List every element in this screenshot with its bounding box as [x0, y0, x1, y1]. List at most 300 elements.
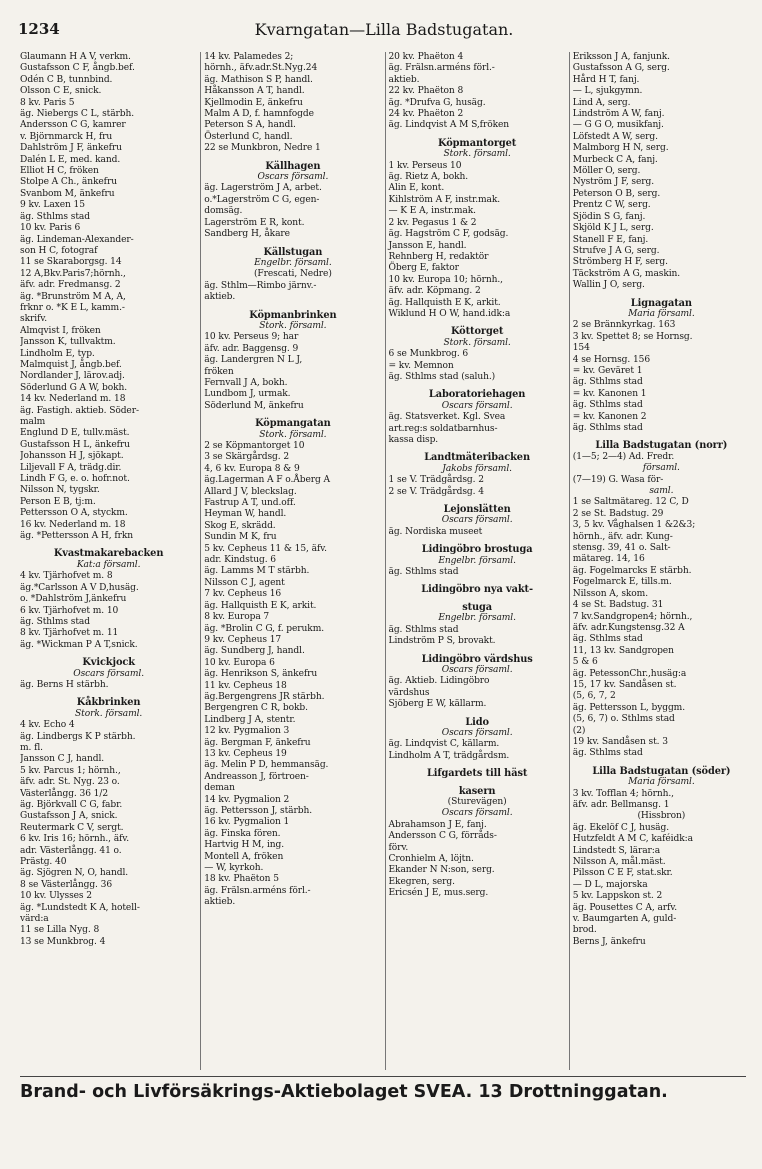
street-heading: Lignagatan: [630, 297, 692, 309]
directory-entry: adr. Kindstug. 6: [204, 555, 276, 566]
directory-entry: Pettersson O A, styckm.: [20, 508, 128, 519]
directory-entry: Fernvall J A, bokh.: [204, 377, 288, 388]
directory-entry: 15, 17 kv. Sandåsen st.: [572, 679, 677, 690]
directory-entry: äg. Frälsn.arméns förl.-: [388, 63, 495, 74]
directory-entry: — W, kyrkoh.: [204, 863, 264, 874]
directory-entry: 12 kv. Pygmalion 3: [204, 726, 290, 737]
directory-entry: = kv. Geväret 1: [572, 365, 643, 376]
directory-entry: Lindström P S, brovakt.: [388, 636, 496, 647]
directory-entry: äg. Statsverket. Kgl. Svea: [388, 412, 506, 423]
directory-entry: — G G O, musikfanj.: [572, 120, 664, 131]
street-heading: Kvastmakarebacken: [53, 548, 164, 560]
directory-entry: 20 kv. Phaëton 4: [388, 52, 464, 62]
directory-entry: Lundbom J, urmak.: [204, 389, 291, 400]
directory-entry: 22 se Munkbron, Nedre 1: [204, 143, 321, 154]
directory-entry: äg. Mathison S P, handl.: [204, 74, 313, 85]
directory-entry: Andreasson J, förtroen-: [204, 771, 309, 782]
directory-entry: Jansson K, tullvaktm.: [20, 337, 116, 348]
directory-entry: äg. Aktieb. Lidingöbro: [388, 676, 490, 687]
directory-entry: fröken: [204, 366, 234, 377]
parish-label: församl.: [642, 463, 680, 474]
directory-entry: Hutzfeldt A M C, kaféidk:a: [572, 834, 693, 845]
directory-entry: äg. Lagerström J A, arbet.: [204, 183, 322, 194]
directory-entry: Odén C B, tunnbind.: [20, 74, 113, 85]
directory-entry: äg. Pousettes C A, arfv.: [572, 902, 678, 913]
directory-entry: Peterson O B, serg.: [572, 188, 661, 199]
directory-entry: äg. Lindeman-Alexander-: [20, 234, 134, 245]
directory-entry: äfv. adr.Kungstensg.32 A: [572, 622, 685, 633]
directory-entry: 7 kv.Sandgropen4; hörnh.,: [572, 611, 693, 622]
street-heading: Köpmanbrinken: [249, 309, 337, 321]
directory-entry: 10 kv. Europa 10; hörnh.,: [388, 274, 503, 285]
directory-entry: 9 kv. Laxen 15: [20, 200, 85, 211]
directory-entry: Lind A, serg.: [572, 97, 631, 108]
parish-label: Oscars församl.: [441, 808, 513, 819]
directory-entry: äg. PetessonChr.,husäg:a: [572, 668, 687, 679]
directory-entry: 6 se Munkbrog. 6: [388, 349, 469, 360]
directory-entry: Person E B, tj:m.: [20, 496, 96, 507]
directory-entry: 1 se V. Trädgårdsg. 2: [388, 475, 484, 486]
directory-entry: äg. Lindbergs K P stärbh.: [20, 731, 136, 742]
directory-entry: Lindholm E, typ.: [20, 348, 95, 359]
directory-entry: 8 kv. Tjärhofvet m. 11: [20, 628, 119, 639]
parish-label: Stork. församl.: [443, 149, 511, 160]
directory-entry: o. *Dahlström J,änkefru: [20, 594, 127, 605]
directory-entry: värdshus: [388, 687, 430, 698]
street-heading: Lidingöbro nya vakt-: [421, 584, 533, 596]
directory-entry: Nordlander J, lärov.adj.: [20, 371, 125, 382]
directory-entry: Andersson C G, förråds-: [388, 831, 497, 842]
directory-entry: Sjöberg E W, källarm.: [388, 699, 487, 710]
directory-entry: äg. *Drufva G, husäg.: [388, 97, 486, 108]
directory-entry: äg. Henrikson S, änkefru: [204, 669, 318, 680]
directory-entry: äg. Fastigh. aktieb. Söder-: [20, 405, 139, 416]
directory-entry: brod.: [572, 925, 597, 936]
directory-entry: Skog E, skrädd.: [204, 520, 276, 531]
directory-entry: Cronhielm A, löjtn.: [388, 854, 474, 864]
directory-entry: äg. *Brunström M A, A,: [20, 291, 126, 302]
directory-entry: Elliot H C, fröken: [20, 166, 99, 177]
directory-entry: 2 se Brännkyrkag. 163: [572, 320, 676, 331]
directory-entry: Lagerström E R, kont.: [204, 217, 305, 228]
directory-entry: 2 se Köpmantorget 10: [204, 441, 305, 451]
directory-entry: äg. Pettersson J, stärbh.: [204, 806, 313, 816]
directory-entry: 8 kv. Europa 7: [204, 612, 270, 623]
directory-entry: Allard J V, bleckslag.: [204, 486, 297, 497]
directory-entry: äg. *Wickman P A T,snick.: [20, 639, 138, 650]
page-number: 1234: [18, 20, 60, 38]
directory-entry: Svanbom M, änkefru: [20, 188, 115, 199]
street-heading: Köttorget: [450, 326, 504, 338]
parish-label: Oscars församl.: [441, 400, 513, 411]
directory-entry: Lindberg J A, stentr.: [204, 714, 296, 725]
directory-entry: Almqvist I, fröken: [20, 325, 101, 336]
parish-label: Maria församl.: [628, 777, 695, 788]
directory-entry: äg. Sthlms stad: [20, 211, 90, 222]
directory-entry: Gustafsson C F, ångb.bef.: [20, 63, 135, 74]
directory-entry: 5 kv. Cepheus 11 & 15, äfv.: [204, 543, 327, 554]
directory-entry: 5 kv. Lappskon st. 2: [572, 891, 663, 902]
directory-entry: 4, 6 kv. Europa 8 & 9: [204, 463, 300, 474]
directory-entry: v. Björnmarck H, fru: [20, 131, 113, 142]
directory-entry: 16 kv. Nederland m. 18: [20, 519, 126, 530]
directory-entry: äg. Lindqvist A M S,fröken: [388, 120, 510, 131]
directory-entry: äg. Melin P D, hemmansäg.: [204, 760, 329, 771]
directory-entry: adr. Västerlångg. 41 o.: [20, 845, 122, 856]
directory-entry: Nyström J F, serg.: [572, 177, 655, 188]
directory-entry: äg. Sthlms stad: [572, 748, 643, 759]
directory-entry: Malm A D, f. hamnfogde: [204, 109, 314, 120]
directory-entry: aktieb.: [388, 74, 420, 85]
directory-entry: (2): [572, 725, 586, 736]
directory-entry: äg. Finska fören.: [204, 828, 281, 839]
directory-entry: 4 se St. Badstug. 31: [572, 600, 664, 611]
parish-label: Oscars församl.: [257, 172, 329, 183]
directory-entry: Ekegren, serg.: [388, 876, 455, 887]
directory-entry: 6 kv. Tjärhofvet m. 10: [20, 605, 119, 616]
directory-entry: 4 kv. Tjärhofvet m. 8: [20, 571, 113, 582]
directory-entry: Lindström A W, fanj.: [572, 109, 665, 120]
parish-label: Stork. församl.: [443, 337, 511, 348]
directory-entry: 3 kv. Tofflan 4; hörnh.,: [572, 788, 674, 799]
directory-entry: Fastrup A T, und.off.: [204, 498, 296, 509]
directory-columns: [20, 52, 750, 1070]
directory-entry: Montell A, fröken: [204, 851, 284, 862]
footer-divider: [20, 1076, 746, 1077]
directory-entry: 2 se St. Badstug. 29: [572, 508, 664, 519]
directory-entry: Lindholm A T, trädgårdsm.: [388, 750, 510, 761]
directory-entry: äg.Lagerman A F o.Åberg A: [204, 475, 330, 486]
parish-label: Stork. församl.: [75, 708, 143, 719]
directory-entry: Löfstedt A W, serg.: [572, 131, 658, 142]
directory-entry: 18 kv. Phaëton 5: [204, 874, 279, 885]
directory-entry: äg. Hallquisth E K, arkit.: [388, 297, 501, 308]
street-heading: stuga: [462, 601, 493, 613]
directory-entry: Nilsson N, tygskr.: [20, 485, 100, 496]
directory-entry: Gustafsson H L, änkefru: [20, 439, 130, 450]
directory-entry: (5, 6, 7) o. Sthlms stad: [572, 714, 675, 725]
directory-entry: Strufve J A G, serg.: [572, 245, 660, 256]
directory-entry: äg. Lindqvist C, källarm.: [388, 739, 500, 750]
directory-entry: 10 kv. Perseus 9; har: [204, 332, 299, 343]
directory-entry: 24 kv. Phaëton 2: [388, 109, 464, 120]
directory-entry: Kjellmodin E, änkefru: [204, 97, 303, 108]
directory-entry: 12 A,Bkv.Paris7;hörnh.,: [20, 268, 126, 279]
parish-label: saml.: [649, 486, 674, 497]
directory-entry: äg. Lamms M T stärbh.: [204, 566, 310, 577]
directory-entry: äg. Niebergs C L, stärbh.: [20, 109, 135, 120]
directory-column-3: [385, 52, 566, 1070]
directory-entry: (5, 6, 7, 2: [572, 691, 616, 702]
street-heading: Lilla Badstugatan (norr): [595, 440, 728, 452]
directory-entry: äfv. adr. Bellmansg. 1: [572, 800, 670, 810]
directory-entry: — L, sjukgymn.: [572, 86, 643, 97]
directory-entry: Kihlström A F, instr.mak.: [388, 194, 501, 205]
directory-entry: Berns J, änkefru: [572, 936, 646, 947]
directory-entry: äg. Nordiska museet: [388, 526, 483, 537]
directory-entry: äg. *Brolin C G, f. perukm.: [204, 623, 325, 634]
directory-entry: 13 se Munkbrog. 4: [20, 936, 106, 947]
directory-entry: äg. Hagström C F, godsäg.: [388, 229, 509, 240]
parish-label: Oscars församl.: [441, 515, 513, 526]
directory-entry: Sandberg H, åkare: [204, 229, 290, 240]
directory-entry: = kv. Memnon: [388, 360, 454, 371]
directory-entry: 6 kv. Iris 16; hörnh., äfv.: [20, 834, 130, 845]
directory-entry: äg. Sthlms stad: [20, 616, 90, 627]
directory-entry: skrifv.: [20, 314, 48, 325]
directory-entry: (Hissbron): [637, 811, 686, 822]
directory-entry: (7—19) G. Wasa för-: [572, 474, 664, 485]
directory-entry: 4 kv. Echo 4: [20, 720, 75, 731]
directory-entry: Håkansson A T, handl.: [204, 86, 305, 97]
parish-label: Jakobs församl.: [442, 463, 512, 474]
directory-entry: malm: [20, 417, 46, 427]
page-header: [18, 20, 750, 42]
parish-label: Engelbr. församl.: [438, 613, 516, 624]
directory-entry: äg. Sthlms stad: [572, 400, 643, 411]
street-heading: Lifgardets till häst: [426, 768, 528, 780]
directory-entry: Nilsson A, skom.: [572, 588, 648, 599]
directory-entry: värd:a: [20, 914, 49, 925]
directory-entry: o.*Lagerström C G, egen-: [204, 194, 320, 205]
directory-entry: 10 kv. Europa 6: [204, 657, 275, 668]
directory-entry: äg. Landergren N L J,: [204, 355, 303, 366]
directory-entry: 3 kv. Spettet 8; se Hornsg.: [572, 331, 693, 342]
directory-entry: Abrahamson J E, fanj.: [388, 819, 487, 830]
directory-entry: Prentz C W, serg.: [572, 200, 651, 211]
directory-entry: äg. Sthlms stad: [572, 634, 643, 645]
directory-entry: aktieb.: [204, 897, 236, 908]
directory-entry: domsäg.: [204, 206, 243, 217]
directory-entry: Nilsson A, mål.mäst.: [572, 857, 666, 868]
directory-entry: art.reg:s soldatbarnhus-: [388, 423, 498, 434]
directory-entry: 5 & 6: [572, 657, 598, 668]
directory-entry: stensg. 39, 41 o. Salt-: [572, 543, 671, 554]
directory-entry: äg. Frälsn.arméns förl.-: [204, 885, 311, 896]
directory-entry: äg. *Pettersson A H, frkn: [20, 531, 134, 542]
directory-entry: Pilsson C E F, stat.skr.: [572, 868, 673, 879]
directory-entry: Wiklund H O W, hand.idk:a: [388, 308, 511, 319]
directory-entry: Västerlångg. 36 1/2: [20, 788, 109, 799]
directory-entry: äg. Sundberg J, handl.: [204, 646, 305, 657]
directory-entry: äg. Pettersson L, byggm.: [572, 702, 685, 713]
directory-entry: 4 se Hornsg. 156: [572, 354, 651, 365]
street-heading: Landtmäteribacken: [424, 452, 530, 464]
parish-label: Kat:a församl.: [76, 559, 141, 570]
directory-entry: Söderlund M, änkefru: [204, 400, 304, 411]
parish-label: Maria församl.: [628, 308, 695, 319]
directory-entry: äg. Björkvall C G, fabr.: [20, 800, 123, 810]
directory-entry: äg. Fogelmarcks E stärbh.: [572, 565, 692, 576]
street-heading: Lido: [465, 716, 489, 728]
directory-entry: — K E A, instr.mak.: [388, 206, 476, 217]
directory-entry: m. fl.: [20, 742, 43, 753]
directory-entry: äg. Sthlm—Rimbo järnv.-: [204, 280, 317, 291]
running-title: Kvarngatan—Lilla Badstugatan.: [254, 20, 514, 39]
directory-entry: Hård H T, fanj.: [572, 74, 640, 85]
directory-entry: Prästg. 40: [20, 857, 67, 868]
directory-entry: äfv. adr. Köpmang. 2: [388, 286, 481, 297]
directory-entry: äg. Sthlms stad: [388, 624, 459, 635]
directory-entry: (1—5; 2—4) Ad. Fredr.: [572, 451, 675, 462]
directory-entry: 10 kv. Paris 6: [20, 223, 81, 234]
street-heading: Köpmantorget: [438, 137, 517, 149]
directory-entry: Sundin M K, fru: [204, 532, 277, 543]
directory-entry: Rehnberg H, redaktör: [388, 251, 489, 262]
directory-entry: 14 kv. Palamedes 2;: [204, 52, 294, 62]
directory-entry: 11, 13 kv. Sandgropen: [572, 645, 674, 656]
directory-entry: Alin E, kont.: [388, 183, 445, 194]
directory-entry: Stanell F E, fanj.: [572, 234, 649, 245]
parish-label: Engelbr. församl.: [254, 257, 332, 268]
directory-entry: Hartvig H M, ing.: [204, 840, 285, 851]
directory-entry: 11 se Skaraborgsg. 14: [20, 257, 122, 268]
directory-entry: äfv. adr. Baggensg. 9: [204, 343, 299, 354]
directory-column-2: [200, 52, 381, 1070]
directory-entry: son H C, fotograf: [20, 245, 98, 256]
directory-entry: Eriksson J A, fanjunk.: [572, 52, 670, 62]
street-heading: Kvickjock: [82, 657, 135, 669]
directory-entry: äg. *Lundstedt K A, hotell-: [20, 902, 140, 913]
directory-entry: 2 se V. Trädgårdsg. 4: [388, 486, 484, 497]
directory-entry: Nilsson C J, agent: [204, 577, 285, 588]
parish-label: Engelbr. församl.: [438, 555, 516, 566]
parish-label: Stork. församl.: [259, 320, 327, 331]
directory-entry: Gustafsson A G, serg.: [572, 63, 670, 74]
directory-entry: aktieb.: [204, 292, 236, 303]
directory-entry: äg. Sthlms stad: [572, 377, 643, 388]
directory-entry: äg. Bergman F, änkefru: [204, 737, 311, 748]
directory-entry: Österlund C, handl.: [204, 131, 293, 142]
directory-entry: — D L, majorska: [572, 879, 648, 890]
parish-label: Oscars församl.: [73, 668, 144, 679]
directory-entry: Dahlström J F, änkefru: [20, 143, 122, 154]
directory-entry: Bergengren C R, bokb.: [204, 703, 308, 714]
street-heading: Lejonslätten: [443, 504, 511, 516]
directory-entry: Lindh F G, e. o. hofr.not.: [20, 474, 130, 485]
parish-label: Oscars församl.: [441, 727, 513, 738]
directory-entry: Fogelmarck E, tills.m.: [572, 577, 672, 588]
directory-entry: 11 se Lilla Nyg. 8: [20, 925, 100, 936]
directory-entry: Jansson C J, handl.: [20, 754, 105, 765]
directory-entry: förv.: [388, 842, 409, 853]
directory-entry: Heyman W, handl.: [204, 509, 287, 520]
directory-column-4: [569, 52, 750, 1070]
directory-entry: Johansson H J, sjökapt.: [20, 451, 124, 462]
directory-entry: hörnh., äfv. adr. Kung-: [572, 531, 673, 542]
directory-entry: 1 kv. Perseus 10: [388, 160, 462, 171]
directory-entry: 16 kv. Pygmalion 1: [204, 817, 290, 828]
directory-entry: 11 kv. Cepheus 18: [204, 680, 287, 691]
directory-entry: Liljevall F A, trädg.dir.: [20, 462, 122, 473]
street-heading: Kåkbrinken: [76, 697, 141, 709]
directory-entry: Wallin J O, serg.: [572, 280, 645, 291]
directory-entry: äg. Rietz A, bokh.: [388, 172, 469, 183]
street-heading: kasern: [458, 785, 496, 797]
directory-entry: äg. Hallquisth E K, arkit.: [204, 600, 317, 611]
directory-entry: Reutermark C V, sergt.: [20, 822, 124, 833]
directory-entry: Skjöld K J L, serg.: [572, 223, 654, 234]
directory-entry: 8 se Västerlångg. 36: [20, 879, 113, 890]
directory-entry: äg.*Carlsson A V D,husäg.: [20, 582, 139, 593]
directory-entry: Dalén L E, med. kand.: [20, 154, 121, 165]
directory-entry: Peterson S A, handl.: [204, 120, 296, 131]
directory-entry: Malmborg H N, serg.: [572, 143, 669, 154]
directory-entry: Ekander N N:son, serg.: [388, 865, 495, 876]
directory-entry: 1 se Saltmätareg. 12 C, D: [572, 497, 689, 508]
directory-entry: 9 kv. Cepheus 17: [204, 634, 282, 645]
directory-entry: äg. Ekelöf C J, husäg.: [572, 822, 670, 833]
directory-entry: 3, 5 kv. Våghalsen 1 &2&3;: [572, 520, 696, 531]
directory-entry: = kv. Kanonen 2: [572, 411, 647, 422]
directory-entry: Malmquist J, ångb.bef.: [20, 359, 122, 370]
directory-entry: Murbeck C A, fanj.: [572, 154, 658, 165]
directory-entry: 13 kv. Cepheus 19: [204, 748, 287, 759]
street-heading: Lilla Badstugatan (söder): [592, 765, 731, 777]
directory-entry: Öberg E, faktor: [388, 263, 459, 274]
directory-entry: Lindstedt S, lärar:a: [572, 845, 661, 856]
directory-entry: Stolpe A Ch., änkefru: [20, 177, 117, 188]
directory-entry: 14 kv. Nederland m. 18: [20, 394, 126, 405]
directory-entry: äg. Sjögren N, O, handl.: [20, 868, 129, 879]
directory-entry: (Sturevägen): [447, 796, 507, 807]
directory-entry: kassa disp.: [388, 435, 439, 445]
directory-entry: 8 kv. Paris 5: [20, 97, 75, 108]
directory-entry: 14 kv. Pygmalion 2: [204, 794, 290, 805]
directory-entry: Sjödin S G, fanj.: [572, 211, 646, 222]
directory-entry: 10 kv. Ulysses 2: [20, 891, 92, 902]
directory-entry: mätareg. 14, 16: [572, 554, 645, 565]
directory-entry: (Frescati, Nedre): [253, 269, 332, 280]
street-heading: Källhagen: [265, 160, 321, 172]
directory-entry: Jansson E, handl.: [388, 240, 467, 251]
street-heading: Köpmangatan: [255, 418, 331, 430]
directory-entry: Täckström A G, maskin.: [572, 268, 681, 279]
directory-entry: Strömberg H F, serg.: [572, 257, 668, 268]
directory-entry: äg. Sthlms stad: [572, 423, 643, 433]
directory-entry: äfv. adr. St. Nyg. 23 o.: [20, 777, 120, 788]
directory-entry: 3 se Skärgårdsg. 2: [204, 452, 290, 463]
directory-entry: Olsson C E, snick.: [20, 86, 102, 97]
street-heading: Laboratoriehagen: [428, 389, 526, 401]
directory-entry: äg. Sthlms stad: [388, 567, 459, 578]
directory-entry: deman: [204, 783, 235, 794]
directory-entry: Glaumann H A V, verkm.: [20, 52, 131, 62]
directory-entry: Andersson C G, kamrer: [20, 120, 126, 131]
directory-entry: = kv. Kanonen 1: [572, 388, 647, 399]
directory-entry: Möller O, serg.: [572, 166, 641, 177]
street-heading: Lidingöbro brostuga: [421, 544, 533, 556]
street-heading: Källstugan: [263, 246, 323, 258]
directory-entry: äg. Berns H stärbh.: [20, 679, 109, 690]
directory-column-1: [20, 52, 197, 1070]
parish-label: Oscars församl.: [441, 664, 513, 675]
directory-entry: äg.Bergengrens JR stärbh.: [204, 691, 325, 702]
directory-entry: hörnh., äfv.adr.St.Nyg.24: [204, 63, 318, 74]
directory-entry: 22 kv. Phaëton 8: [388, 86, 464, 97]
directory-entry: 5 kv. Parcus 1; hörnh.,: [20, 765, 121, 776]
parish-label: Stork. församl.: [259, 429, 327, 440]
directory-entry: Ericsén J E, mus.serg.: [388, 888, 489, 899]
directory-entry: v. Baumgarten A, guld-: [572, 914, 677, 925]
directory-entry: 2 kv. Pegasus 1 & 2: [388, 217, 477, 228]
directory-entry: äg. Sthlms stad (saluh.): [388, 371, 496, 382]
directory-entry: äfv. adr. Fredmansg. 2: [20, 280, 121, 291]
directory-entry: Gustafsson J A, snick.: [20, 811, 118, 822]
directory-entry: 7 kv. Cepheus 16: [204, 589, 282, 600]
footer-advertisement: Brand- och Livförsäkrings-Aktiebolaget SVEA. 13 Drottninggatan.: [20, 1082, 668, 1102]
directory-entry: Englund D E, tullv.mäst.: [20, 428, 130, 439]
